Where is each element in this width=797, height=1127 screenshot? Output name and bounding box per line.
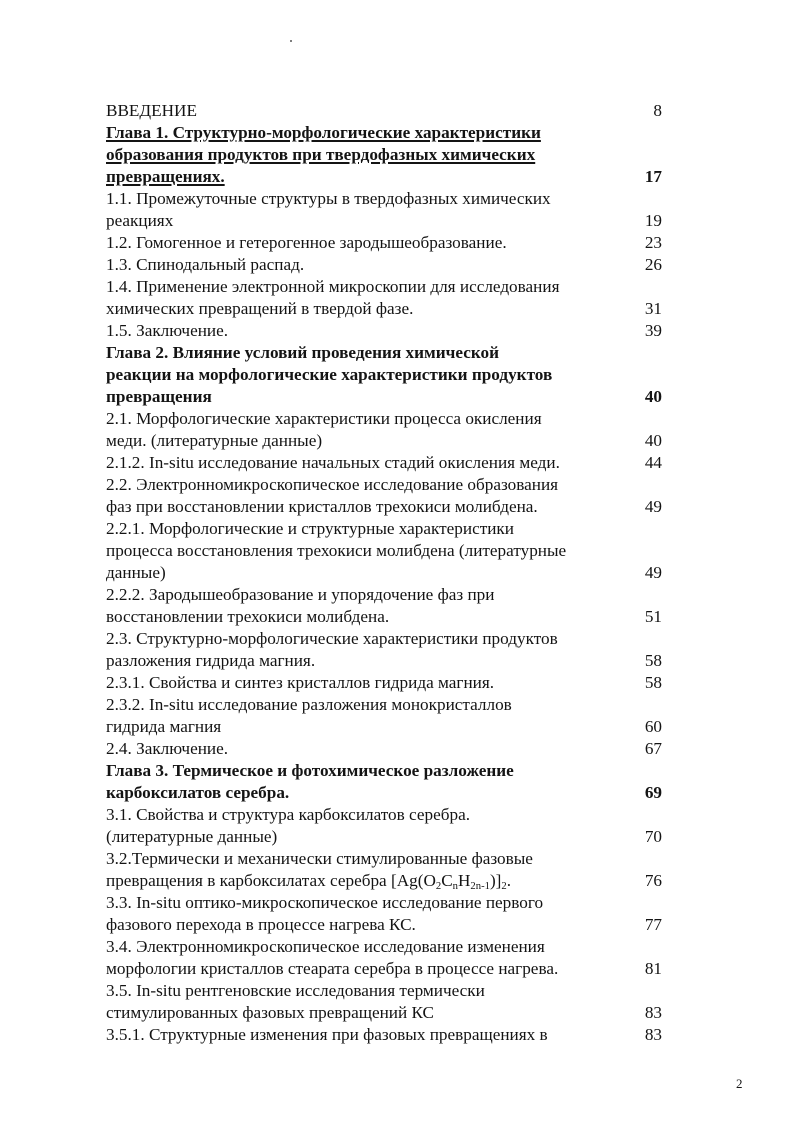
toc-entry-title bbox=[106, 408, 626, 452]
toc-entry-title bbox=[106, 1024, 626, 1046]
toc-entry bbox=[106, 276, 666, 320]
toc-entry bbox=[106, 254, 666, 276]
toc-entry-title bbox=[106, 804, 626, 848]
toc-entry-title bbox=[106, 892, 626, 936]
toc-entry-line: Глава 2. Влияние условий проведения химической bbox=[106, 343, 499, 362]
toc-entry bbox=[106, 452, 666, 474]
toc-entry-line: стимулированных фазовых превращений КС bbox=[106, 1003, 434, 1022]
toc-entry-line: восстановлении трехокиси молибдена. bbox=[106, 607, 390, 626]
toc-entry-page: 58 bbox=[644, 673, 662, 692]
toc-entry-line: ВВЕДЕНИЕ bbox=[106, 101, 197, 120]
toc-entry-line: 1.3. Спинодальный распад. bbox=[106, 255, 305, 274]
toc-entry-title bbox=[106, 672, 626, 694]
toc-entry-line: превращениях. bbox=[106, 167, 225, 186]
toc-entry-page: 40 bbox=[644, 387, 662, 406]
table-of-contents bbox=[106, 100, 666, 1046]
toc-entry-title bbox=[106, 276, 626, 320]
toc-entry-line: процесса восстановления трехокиси молибдена (литературные bbox=[106, 541, 567, 560]
toc-entry-page: 83 bbox=[644, 1025, 662, 1044]
toc-entry-line: образования продуктов при твердофазных химических bbox=[106, 145, 536, 164]
toc-entry-page: 51 bbox=[644, 607, 662, 626]
toc-entry-line: фазового перехода в процессе нагрева КС. bbox=[106, 915, 416, 934]
toc-entry-page: 44 bbox=[644, 453, 662, 472]
toc-entry-line: 2.4. Заключение. bbox=[106, 739, 229, 758]
toc-entry-title bbox=[106, 232, 626, 254]
toc-entry-line: реакции на морфологические характеристики продуктов bbox=[106, 365, 553, 384]
toc-entry-page: 39 bbox=[644, 321, 662, 340]
toc-entry-line: 2.3. Структурно-морфологические характеристики продуктов bbox=[106, 629, 558, 648]
toc-entry-page: 83 bbox=[644, 1003, 662, 1022]
toc-entry-line: 3.2.Термически и механически стимулированные фазовые bbox=[106, 849, 533, 868]
toc-entry-page: 8 bbox=[653, 101, 662, 120]
toc-entry-line: 3.4. Электронномикроскопическое исследование изменения bbox=[106, 937, 545, 956]
toc-entry-title bbox=[106, 100, 626, 122]
page-number: 2 bbox=[736, 1076, 743, 1091]
toc-entry bbox=[106, 628, 666, 672]
toc-entry-page: 76 bbox=[644, 871, 662, 890]
toc-entry-title bbox=[106, 584, 626, 628]
formula-text: превращения в карбоксилатах серебра [Ag(O bbox=[106, 871, 436, 890]
toc-entry-line: 2.2.2. Зародышеобразование и упорядочение фаз при bbox=[106, 585, 495, 604]
toc-entry bbox=[106, 188, 666, 232]
toc-entry-page: 67 bbox=[644, 739, 662, 758]
toc-entry-title bbox=[106, 980, 626, 1024]
toc-entry bbox=[106, 980, 666, 1024]
toc-entry bbox=[106, 342, 666, 408]
toc-entry-line: 3.1. Свойства и структура карбоксилатов серебра. bbox=[106, 805, 471, 824]
toc-entry-title bbox=[106, 760, 626, 804]
toc-entry-title bbox=[106, 474, 626, 518]
toc-entry bbox=[106, 1024, 666, 1046]
toc-entry bbox=[106, 892, 666, 936]
toc-entry-line: 2.2.1. Морфологические и структурные характеристики bbox=[106, 519, 514, 538]
toc-entry-line: 2.1. Морфологические характеристики процесса окисления bbox=[106, 409, 542, 428]
toc-entry-line: превращения bbox=[106, 387, 212, 406]
toc-entry-line: химических превращений в твердой фазе. bbox=[106, 299, 414, 318]
toc-entry-title bbox=[106, 936, 626, 980]
toc-entry-page: 77 bbox=[644, 915, 662, 934]
toc-entry-line: 3.3. In-situ оптико-микроскопическое исследование первого bbox=[106, 893, 544, 912]
formula-subscript: 2 bbox=[435, 881, 442, 893]
toc-entry-page: 58 bbox=[644, 651, 662, 670]
toc-entry-title bbox=[106, 122, 626, 188]
toc-entry-page: 23 bbox=[644, 233, 662, 252]
toc-entry bbox=[106, 232, 666, 254]
toc-entry-line: Глава 1. Структурно-морфологические характеристики bbox=[106, 123, 541, 142]
toc-entry bbox=[106, 672, 666, 694]
toc-entry-line: разложения гидрида магния. bbox=[106, 651, 316, 670]
toc-entry-title bbox=[106, 452, 626, 474]
toc-entry bbox=[106, 584, 666, 628]
toc-entry-title bbox=[106, 738, 626, 760]
toc-entry-line: 2.3.2. In-situ исследование разложения монокристаллов bbox=[106, 695, 512, 714]
toc-entry-line: 2.2. Электронномикроскопическое исследование образования bbox=[106, 475, 559, 494]
toc-entry-title bbox=[106, 848, 626, 892]
toc-entry-line: меди. (литературные данные) bbox=[106, 431, 323, 450]
toc-entry-line: 1.2. Гомогенное и гетерогенное зародышеобразование. bbox=[106, 233, 507, 252]
toc-entry-page: 31 bbox=[644, 299, 662, 318]
toc-entry-line: 2.1.2. In-situ исследование начальных стадий окисления меди. bbox=[106, 453, 560, 472]
toc-entry-page: 49 bbox=[644, 563, 662, 582]
toc-entry-page: 81 bbox=[644, 959, 662, 978]
toc-entry bbox=[106, 474, 666, 518]
toc-entry-line: 1.4. Применение электронной микроскопии для исследования bbox=[106, 277, 560, 296]
toc-entry-line: Глава 3. Термическое и фотохимическое разложение bbox=[106, 761, 514, 780]
toc-entry-page: 60 bbox=[644, 717, 662, 736]
toc-entry bbox=[106, 804, 666, 848]
toc-entry-line: 2.3.1. Свойства и синтез кристаллов гидрида магния. bbox=[106, 673, 495, 692]
formula-subscript: 2 bbox=[501, 881, 507, 893]
toc-entry-page: 40 bbox=[644, 431, 662, 450]
toc-entry-line: карбоксилатов серебра. bbox=[106, 783, 290, 802]
toc-entry-formula-line bbox=[106, 870, 626, 892]
toc-entry-page: 17 bbox=[644, 167, 662, 186]
toc-entry-page: 49 bbox=[644, 497, 662, 516]
toc-entry-title bbox=[106, 254, 626, 276]
formula-text: C bbox=[441, 871, 453, 890]
toc-entry-title bbox=[106, 694, 626, 738]
toc-entry-line: 1.5. Заключение. bbox=[106, 321, 229, 340]
toc-entry-line: гидрида магния bbox=[106, 717, 222, 736]
toc-entry-line: 3.5. In-situ рентгеновские исследования термически bbox=[106, 981, 485, 1000]
toc-entry-line: морфологии кристаллов стеарата серебра в процессе нагрева. bbox=[106, 959, 559, 978]
toc-entry bbox=[106, 100, 666, 122]
toc-entry-line: данные) bbox=[106, 563, 166, 582]
formula-subscript: 2n-1 bbox=[470, 881, 490, 893]
toc-entry-line: (литературные данные) bbox=[106, 827, 278, 846]
toc-entry-title bbox=[106, 628, 626, 672]
toc-entry bbox=[106, 738, 666, 760]
toc-entry bbox=[106, 408, 666, 452]
formula-subscript: n bbox=[452, 881, 458, 893]
formula-text: )] bbox=[489, 871, 502, 890]
toc-entry bbox=[106, 694, 666, 738]
toc-entry-title bbox=[106, 342, 626, 408]
toc-entry bbox=[106, 936, 666, 980]
formula-text: H bbox=[457, 871, 471, 890]
scan-speck bbox=[290, 40, 292, 42]
toc-entry bbox=[106, 122, 666, 188]
toc-entry-page: 19 bbox=[644, 211, 662, 230]
formula-text: . bbox=[506, 871, 512, 890]
toc-entry-page: 26 bbox=[644, 255, 662, 274]
toc-entry-line: 1.1. Промежуточные структуры в твердофазных химических bbox=[106, 189, 551, 208]
toc-entry-line: 3.5.1. Структурные изменения при фазовых превращениях в bbox=[106, 1025, 548, 1044]
toc-entry bbox=[106, 848, 666, 892]
toc-entry bbox=[106, 760, 666, 804]
toc-entry-line: реакциях bbox=[106, 211, 174, 230]
toc-entry-page: 70 bbox=[644, 827, 662, 846]
toc-entry-line: фаз при восстановлении кристаллов трехокиси молибдена. bbox=[106, 497, 538, 516]
toc-entry-title bbox=[106, 320, 626, 342]
toc-entry-title bbox=[106, 518, 626, 584]
toc-entry-title bbox=[106, 188, 626, 232]
toc-entry-page: 69 bbox=[644, 783, 662, 802]
toc-entry bbox=[106, 518, 666, 584]
toc-entry bbox=[106, 320, 666, 342]
